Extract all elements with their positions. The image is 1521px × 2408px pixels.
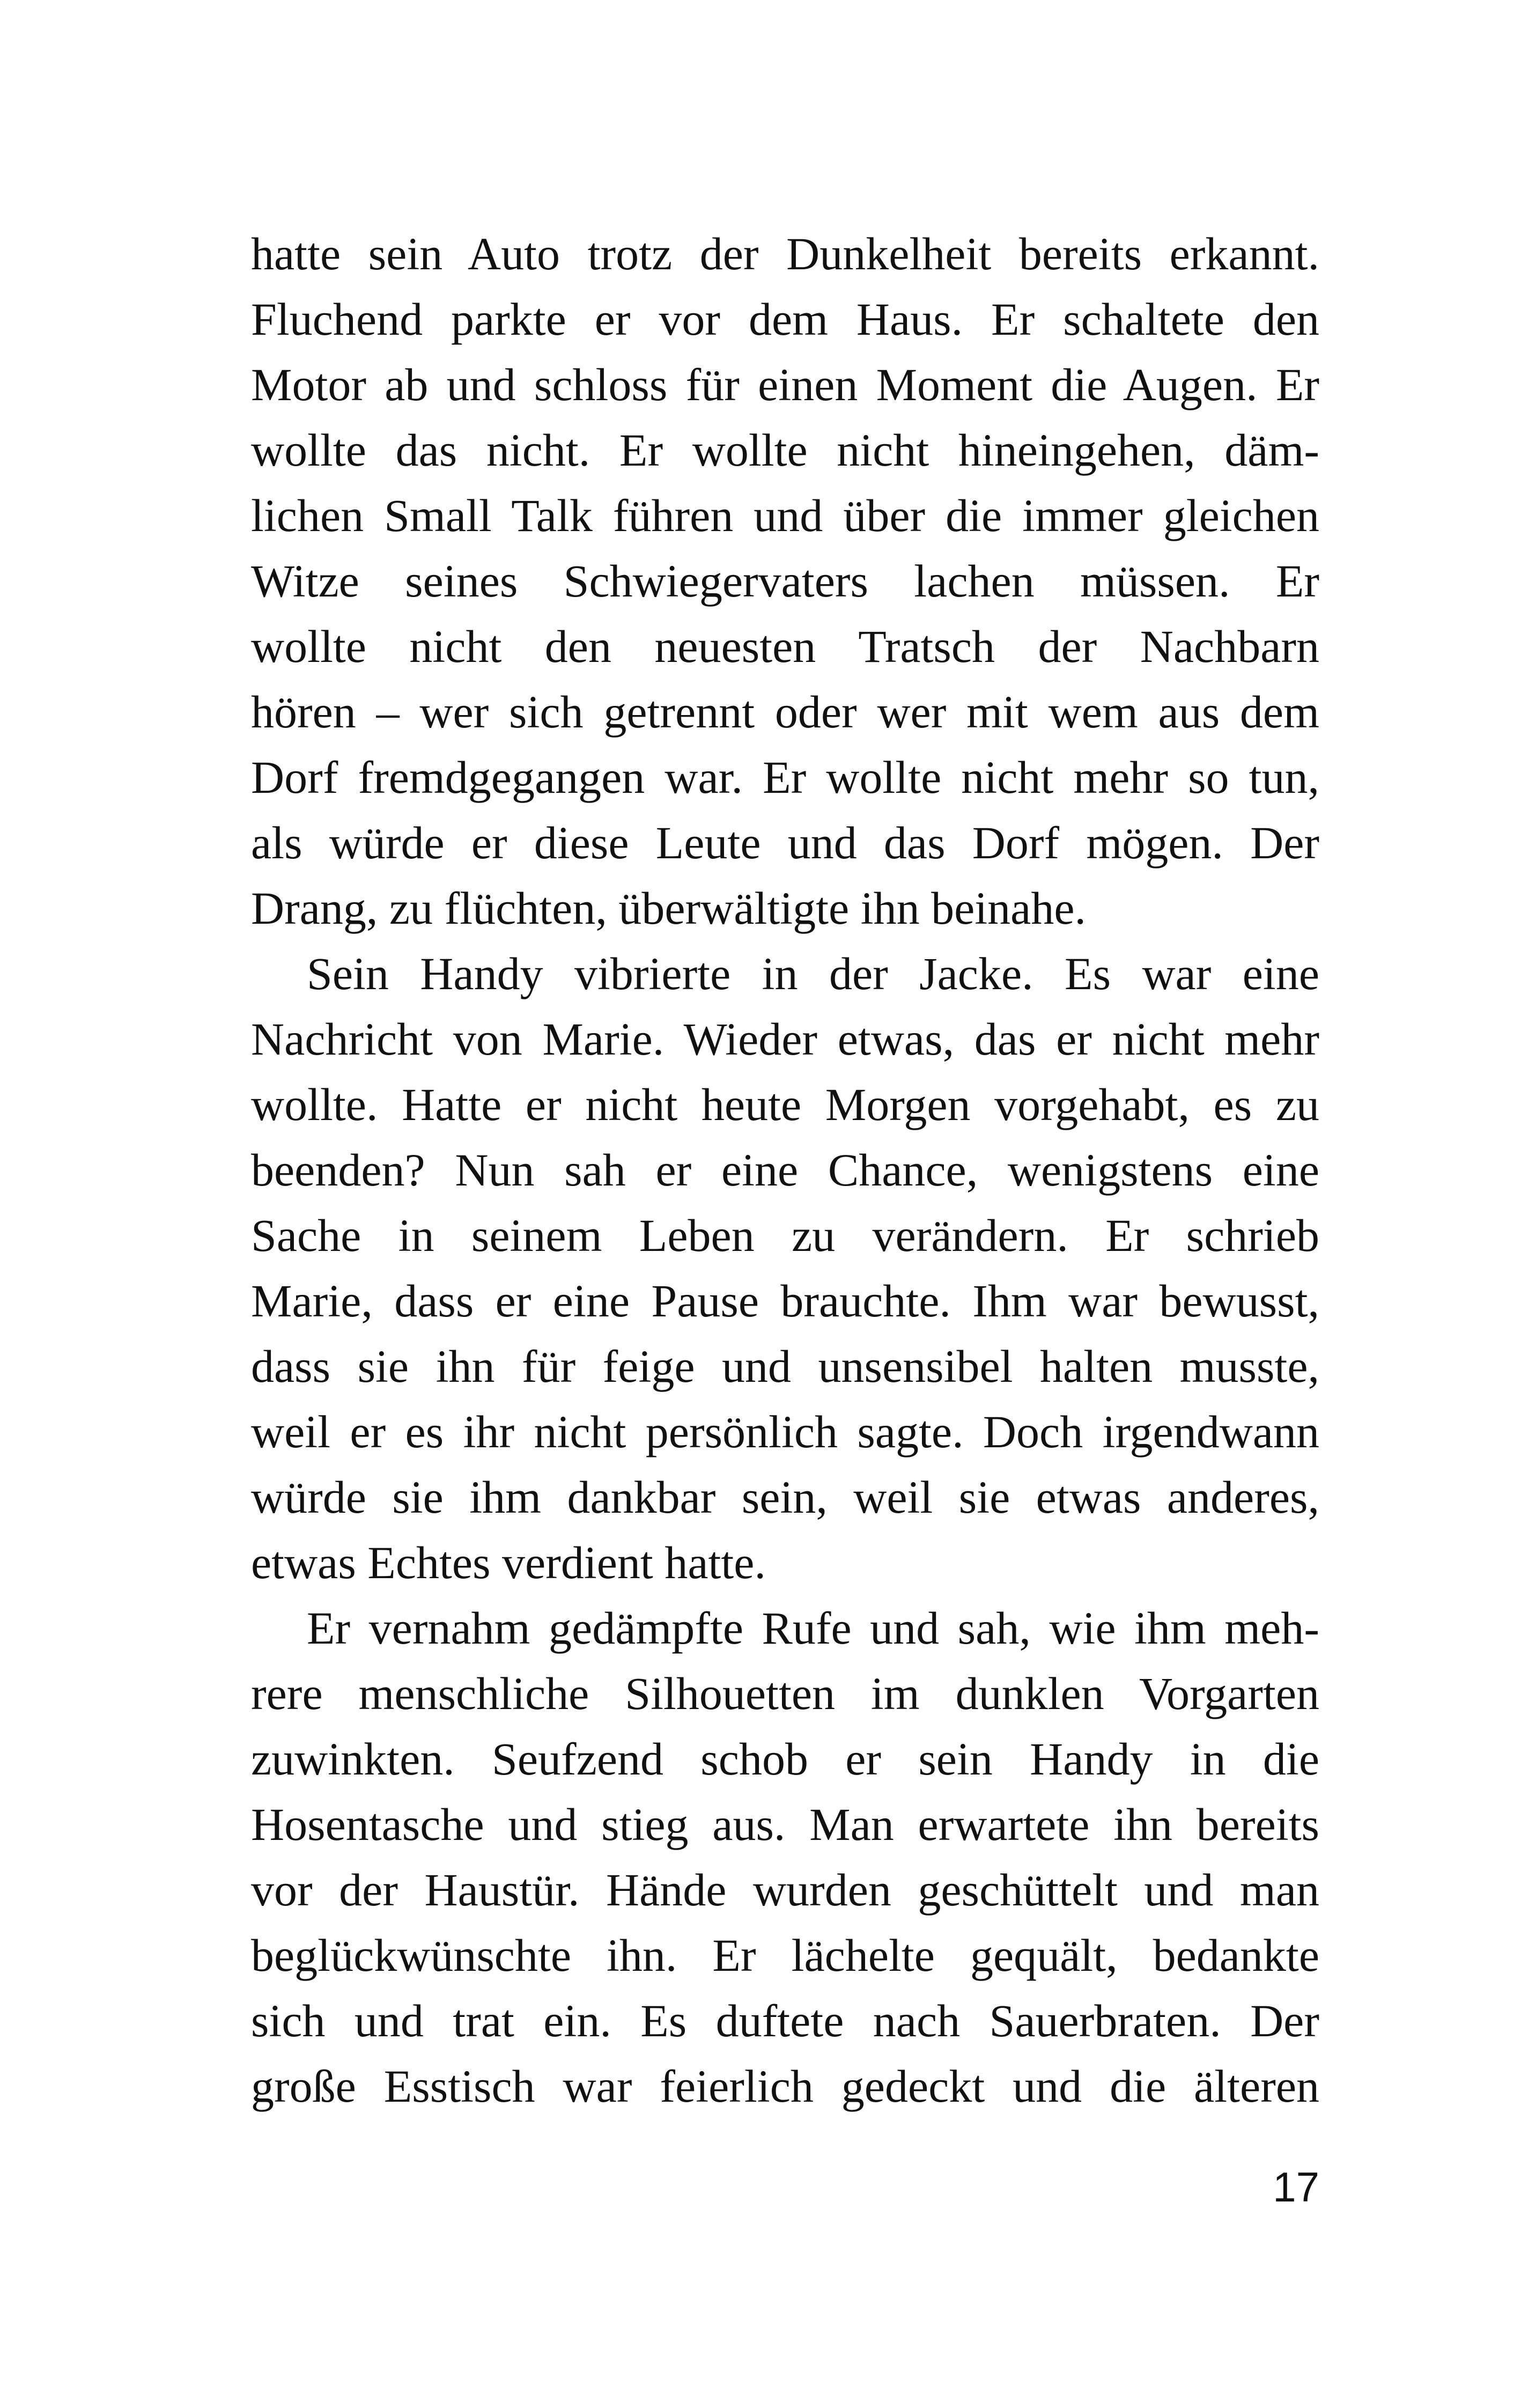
text-line: Motor ab und schloss für einen Moment die Augen. Er	[251, 359, 1319, 410]
text-line: wollte nicht den neuesten Tratsch der Nachbarn	[251, 621, 1319, 672]
text-line: Fluchend parkte er vor dem Haus. Er schaltete den	[251, 293, 1319, 345]
text-line: beglückwünschte ihn. Er lächelte gequält, bedankte	[251, 1930, 1319, 1981]
text-line: große Esstisch war feierlich gedeckt und die älteren	[251, 2060, 1319, 2112]
text-line: Witze seines Schwiegervaters lachen müssen. Er	[251, 555, 1319, 607]
text-line: dass sie ihn für feige und unsensibel halten musste,	[251, 1341, 1319, 1392]
text-line: etwas Echtes verdient hatte.	[251, 1537, 766, 1588]
text-line: Marie, dass er eine Pause brauchte. Ihm war bewusst,	[251, 1275, 1319, 1327]
text-line: Sein Handy vibrierte in der Jacke. Es war eine	[307, 948, 1319, 999]
page-number: 17	[1273, 2163, 1319, 2211]
text-line: zuwinkten. Seufzend schob er sein Handy in die	[251, 1733, 1319, 1785]
text-line: würde sie ihm dankbar sein, weil sie etwas anderes,	[251, 1471, 1319, 1523]
text-line: sich und trat ein. Es duftete nach Sauerbraten. Der	[251, 1995, 1319, 2046]
text-line: wollte. Hatte er nicht heute Morgen vorgehabt, es zu	[251, 1079, 1319, 1130]
body-text	[251, 221, 1319, 2119]
text-line: hören – wer sich getrennt oder wer mit wem aus dem	[251, 686, 1319, 738]
text-line: Drang, zu flüchten, überwältigte ihn beinahe.	[251, 882, 1086, 934]
text-line: Er vernahm gedämpfte Rufe und sah, wie ihm meh-	[307, 1602, 1319, 1654]
text-line: hatte sein Auto trotz der Dunkelheit bereits erkannt.	[251, 228, 1319, 279]
text-line: weil er es ihr nicht persönlich sagte. Doch irgendwann	[251, 1406, 1319, 1457]
text-line: Sache in seinem Leben zu verändern. Er schrieb	[251, 1210, 1319, 1261]
text-line: lichen Small Talk führen und über die immer gleichen	[251, 490, 1319, 541]
text-line: wollte das nicht. Er wollte nicht hineingehen, däm-	[251, 424, 1319, 476]
text-line: Nachricht von Marie. Wieder etwas, das er nicht mehr	[251, 1013, 1319, 1065]
text-line: Dorf fremdgegangen war. Er wollte nicht mehr so tun,	[251, 752, 1319, 803]
text-line: Hosentasche und stieg aus. Man erwartete ihn bereits	[251, 1799, 1319, 1850]
text-line: rere menschliche Silhouetten im dunklen Vorgarten	[251, 1668, 1319, 1719]
text-line: beenden? Nun sah er eine Chance, wenigstens eine	[251, 1144, 1319, 1196]
text-line: als würde er diese Leute und das Dorf mögen. Der	[251, 817, 1319, 868]
text-line: vor der Haustür. Hände wurden geschüttelt und man	[251, 1864, 1319, 1916]
